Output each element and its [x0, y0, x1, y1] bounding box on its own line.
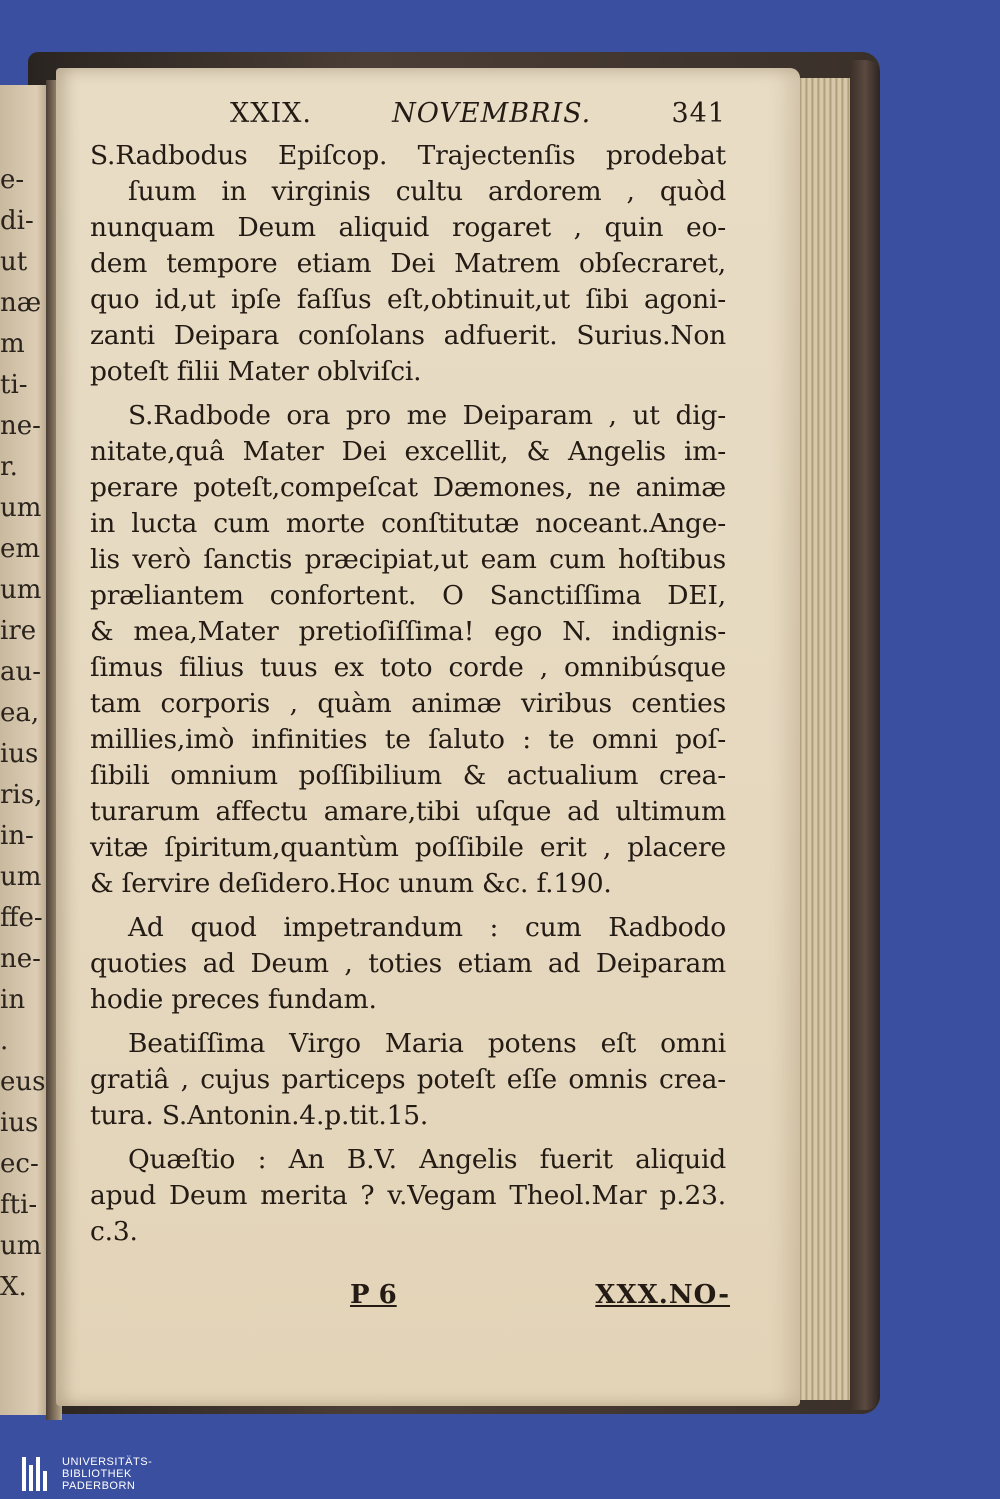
page-number: 341 — [671, 98, 726, 129]
header-month: NOVEMBRIS. — [392, 98, 592, 129]
text-line: & mea,Mater pretioſiſſima! ego N. indignis- — [90, 616, 726, 647]
left-page-fragment: um — [0, 862, 42, 892]
text-line: ſuum in virginis cultu ardorem , quòd — [128, 176, 726, 207]
left-page-fragment: em — [0, 534, 41, 564]
library-name-line-1: UNIVERSITÄTS- — [62, 1455, 153, 1468]
text-line: dem tempore etiam Dei Matrem obſecraret, — [90, 248, 726, 279]
paragraph-gap — [90, 390, 726, 398]
left-page-fragment: . — [0, 1026, 9, 1056]
text-line: præliantem confortent. O Sanctiſſima DEI, — [90, 580, 726, 611]
library-name — [62, 1456, 152, 1492]
page-footer — [350, 1280, 730, 1310]
paragraph-gap — [90, 902, 726, 910]
text-line: S.Radbodus Epiſcop. Trajectenſis prodebat — [90, 140, 726, 171]
left-page-fragment: X. — [0, 1272, 27, 1302]
left-page-fragment: um — [0, 493, 42, 523]
text-line: & ſervire deſidero.Hoc unum &c. f.190. — [90, 868, 612, 899]
left-page-fragment: r. — [0, 452, 18, 482]
body-text — [90, 138, 726, 1258]
left-page-fragment: au- — [0, 657, 42, 687]
text-line: ſibili omnium poſſibilium & actualium crea- — [90, 760, 726, 791]
text-line: tam corporis , quàm animæ viribus centies — [90, 688, 726, 719]
text-line: Quæſtio : An B.V. Angelis fuerit aliquid — [128, 1144, 726, 1175]
text-line: ſimus filius tuus ex toto corde , omnibúsque — [90, 652, 726, 683]
left-page-fragment: ne- — [0, 411, 41, 441]
text-line: lis verò ſanctis præcipiat,ut eam cum hoſtibus — [90, 544, 726, 575]
text-line: c.3. — [90, 1216, 138, 1247]
text-line: nitate,quâ Mater Dei excellit, & Angelis im- — [90, 436, 726, 467]
left-page-fragment: ne- — [0, 944, 41, 974]
left-page-fragment: in — [0, 985, 26, 1015]
text-line: nunquam Deum aliquid rogaret , quin eo- — [90, 212, 726, 243]
left-page-fragment: in- — [0, 821, 34, 851]
text-line: vitæ ſpiritum,quantùm poſſibile erit , placere — [90, 832, 726, 863]
left-page-fragment: ffe- — [0, 903, 43, 933]
text-line: in lucta cum morte conſtitutæ noceant.Ange- — [90, 508, 726, 539]
paragraph-gap — [90, 1134, 726, 1142]
left-page-fragment: fti- — [0, 1190, 38, 1220]
left-page-fragment: næ — [0, 288, 42, 318]
text-line: quoties ad Deum , toties etiam ad Deiparam — [90, 948, 726, 979]
text-line: zanti Deipara conſolans adfuerit. Surius.Non — [90, 320, 726, 351]
text-line: poteſt filii Mater oblviſci. — [90, 356, 422, 387]
left-page-fragment: e- — [0, 165, 25, 195]
text-line: tura. S.Antonin.4.p.tit.15. — [90, 1100, 429, 1131]
signature-mark: P 6 — [350, 1280, 397, 1310]
library-logo-icon — [22, 1457, 52, 1491]
left-page-fragment: m — [0, 329, 25, 359]
text-line: hodie preces fundam. — [90, 984, 377, 1015]
text-line: turarum affectu amare,tibi uſque ad ultimum — [90, 796, 726, 827]
library-name-line-3: PADERBORN — [62, 1479, 136, 1492]
text-line: Beatiſſima Virgo Maria potens eſt omni — [128, 1028, 726, 1059]
paragraph-gap — [90, 1250, 726, 1258]
left-page-fragment: ti- — [0, 370, 28, 400]
left-page-fragment: ea, — [0, 698, 40, 728]
page-text — [90, 98, 726, 1258]
running-header — [90, 98, 726, 138]
left-page-fragment: eus — [0, 1067, 46, 1097]
text-line: Ad quod impetrandum : cum Radbodo — [128, 912, 726, 943]
text-line: perare poteſt,compeſcat Dæmones, ne animæ — [90, 472, 726, 503]
left-page-edge — [0, 85, 52, 1415]
library-name-line-2: BIBLIOTHEK — [62, 1467, 132, 1480]
paragraph-gap — [90, 1018, 726, 1026]
left-page-fragment: ius — [0, 1108, 39, 1138]
text-line: S.Radbode ora pro me Deiparam , ut dig- — [128, 400, 726, 431]
library-bar — [0, 1448, 1000, 1499]
left-page-fragment: ut — [0, 247, 28, 277]
left-page-fragment: um — [0, 575, 42, 605]
text-line: quo id,ut ipſe faſſus eſt,obtinuit,ut ſibi agoni- — [90, 284, 726, 315]
text-line: gratiâ , cujus particeps poteſt eſſe omnis crea- — [90, 1064, 726, 1095]
text-line: millies,imò infinities te ſaluto : te omni poſ- — [90, 724, 726, 755]
left-page-fragment: ire — [0, 616, 37, 646]
text-line: apud Deum merita ? v.Vegam Theol.Mar p.23. — [90, 1180, 726, 1211]
header-day: XXIX. — [230, 98, 312, 129]
left-page-fragment: di- — [0, 206, 34, 236]
book-spine — [850, 60, 880, 1410]
catchword: XXX.NO- — [595, 1280, 730, 1310]
left-page-fragment: ec- — [0, 1149, 39, 1179]
left-page-fragment: ius — [0, 739, 39, 769]
left-page-fragment: ris, — [0, 780, 43, 810]
page-edges — [796, 78, 858, 1400]
left-page-fragment: um — [0, 1231, 42, 1261]
